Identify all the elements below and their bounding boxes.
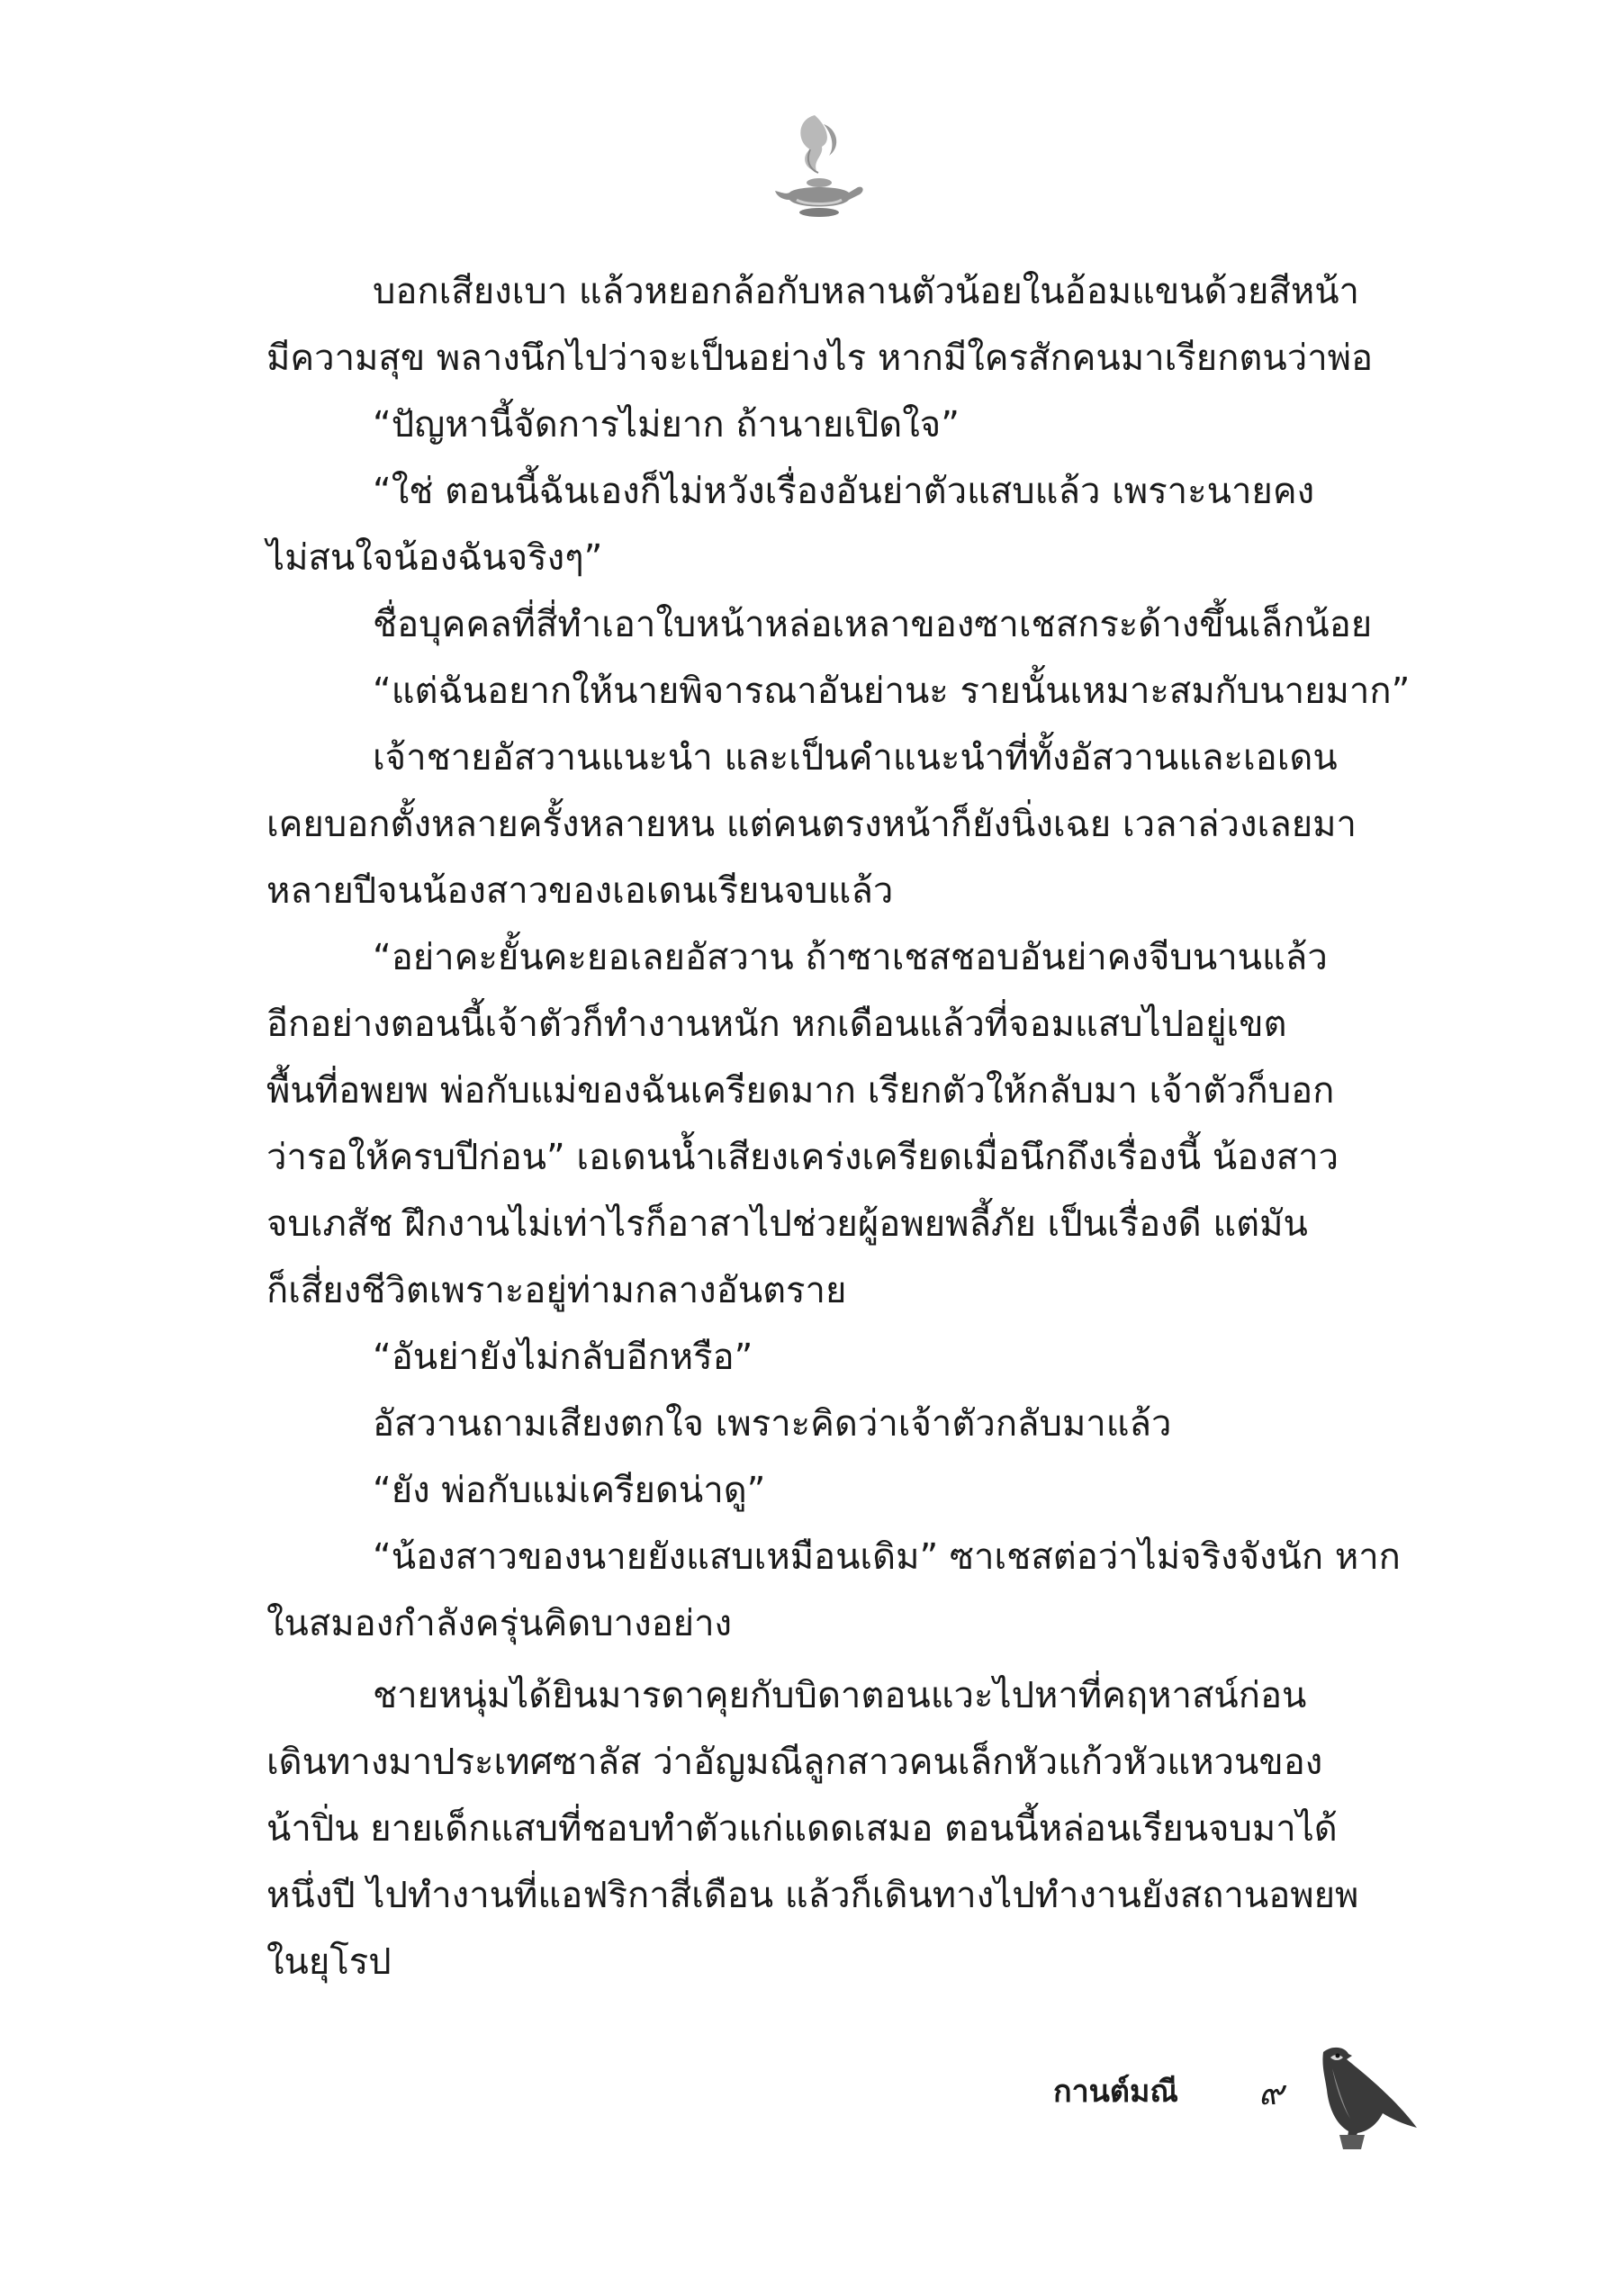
text-line: เดินทางมาประเทศซาลัส ว่าอัญมณีลูกสาวคนเล็กหัวแก้วหัวแหวนของ — [266, 1742, 1323, 1783]
falcon-icon — [1305, 2041, 1422, 2149]
text-line: “อันย่ายังไม่กลับอีกหรือ” — [373, 1337, 753, 1378]
text-line: น้าปิ่น ยายเด็กแสบที่ชอบทำตัวแก่แดดเสมอ ตอนนี้หล่อนเรียนจบมาได้ — [266, 1808, 1338, 1850]
text-line: ในสมองกำลังครุ่นคิดบางอย่าง — [266, 1603, 733, 1644]
text-line: หนึ่งปี ไปทำงานที่แอฟริกาสี่เดือน แล้วก็เดินทางไปทำงานยังสถานอพยพ — [266, 1875, 1359, 1916]
text-line: “ใช่ ตอนนี้ฉันเองก็ไม่หวังเรื่องอันย่าตัวแสบแล้ว เพราะนายคง — [373, 471, 1315, 512]
text-line: ชื่อบุคคลที่สี่ทำเอาใบหน้าหล่อเหลาของซาเชสกระด้างขึ้นเล็กน้อย — [373, 604, 1373, 645]
text-line: เคยบอกตั้งหลายครั้งหลายหน แต่คนตรงหน้าก็ยังนิ่งเฉย เวลาล่วงเลยมา — [266, 804, 1357, 845]
text-line: ในยุโรป — [266, 1941, 392, 1983]
text-line: “น้องสาวของนายยังแสบเหมือนเดิม” ซาเชสต่อว่าไม่จริงจังนัก หาก — [373, 1536, 1401, 1578]
genie-lamp-icon — [770, 106, 869, 228]
page-number: ๙ — [1258, 2073, 1284, 2112]
text-line: “อย่าคะยั้นคะยอเลยอัสวาน ถ้าซาเชสชอบอันย่าคงจีบนานแล้ว — [373, 937, 1328, 978]
text-line: พื้นที่อพยพ พ่อกับแม่ของฉันเครียดมาก เรียกตัวให้กลับมา เจ้าตัวก็บอก — [266, 1070, 1335, 1112]
text-line: “ปัญหานี้จัดการไม่ยาก ถ้านายเปิดใจ” — [373, 404, 960, 446]
text-line: “ยัง พ่อกับแม่เครียดน่าดู” — [373, 1470, 766, 1511]
text-line: ชายหนุ่มได้ยินมารดาคุยกับบิดาตอนแวะไปหาที่คฤหาสน์ก่อน — [373, 1675, 1307, 1716]
text-line: ว่ารอให้ครบปีก่อน” เอเดนน้ำเสียงเคร่งเครียดเมื่อนึกถึงเรื่องนี้ น้องสาว — [266, 1137, 1339, 1178]
text-line: บอกเสียงเบา แล้วหยอกล้อกับหลานตัวน้อยในอ้อมแขนด้วยสีหน้า — [373, 271, 1360, 312]
text-line: จบเภสัช ฝึกงานไม่เท่าไรก็อาสาไปช่วยผู้อพยพลี้ภัย เป็นเรื่องดี แต่มัน — [266, 1203, 1308, 1245]
text-line: อีกอย่างตอนนี้เจ้าตัวก็ทำงานหนัก หกเดือนแล้วที่จอมแสบไปอยู่เขต — [266, 1004, 1287, 1045]
text-line: หลายปีจนน้องสาวของเอเดนเรียนจบแล้ว — [266, 870, 894, 912]
text-line: ไม่สนใจน้องฉันจริงๆ” — [266, 537, 603, 579]
text-line: มีความสุข พลางนึกไปว่าจะเป็นอย่างไร หากมีใครสักคนมาเรียกตนว่าพ่อ — [266, 338, 1374, 379]
page-footer — [1053, 2041, 1449, 2167]
text-line: เจ้าชายอัสวานแนะนำ และเป็นคำแนะนำที่ทั้งอัสวานและเอเดน — [373, 737, 1338, 779]
book-title: กานต์มณี — [1053, 2074, 1178, 2110]
text-line: “แต่ฉันอยากให้นายพิจารณาอันย่านะ รายนั้นเหมาะสมกับนายมาก” — [373, 671, 1411, 712]
text-line: อัสวานถามเสียงตกใจ เพราะคิดว่าเจ้าตัวกลับมาแล้ว — [373, 1403, 1172, 1445]
text-line: ก็เสี่ยงชีวิตเพราะอยู่ท่ามกลางอันตราย — [266, 1270, 847, 1311]
